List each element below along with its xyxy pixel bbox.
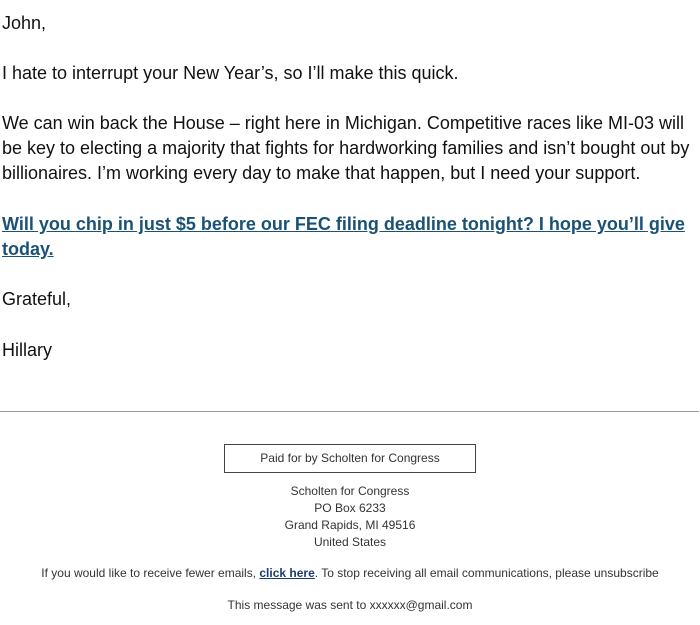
greeting: John, — [2, 13, 47, 33]
main-paragraph: We can win back the House – right here in Michigan. Competitive races like MI-03 will be key to electing a majority that fights for hardworking families and isn’t bought out by billionaires. I’m working every day to make that happen, but I need your support. — [2, 113, 690, 183]
paid-for-disclaimer: Paid for by Scholten for Congress — [224, 444, 476, 473]
donation-link[interactable]: Will you chip in just $5 before our FEC filing deadline tonight? I hope you’ll give today. — [2, 214, 685, 259]
intro-paragraph: I hate to interrupt your New Year’s, so I’ll make this quick. — [2, 63, 459, 83]
address-city: Grand Rapids, MI 49516 — [284, 518, 416, 532]
fewer-emails-link[interactable]: click here — [259, 566, 315, 580]
unsubscribe-suffix: . To stop receiving all email communications, please unsubscribe — [314, 566, 659, 580]
address-po-box: PO Box 6233 — [314, 501, 386, 515]
closing: Grateful, — [2, 289, 72, 309]
address-country: United States — [313, 535, 387, 549]
footer-divider — [0, 411, 699, 412]
mailing-address — [0, 483, 700, 551]
unsubscribe-prefix: If you would like to receive fewer emails, — [41, 566, 260, 580]
donation-cta — [2, 212, 696, 262]
address-name: Scholten for Congress — [290, 484, 410, 498]
signature: Hillary — [2, 340, 53, 360]
unsubscribe-notice — [0, 565, 700, 582]
recipient-notice: This message was sent to xxxxxx@gmail.com — [227, 598, 473, 612]
